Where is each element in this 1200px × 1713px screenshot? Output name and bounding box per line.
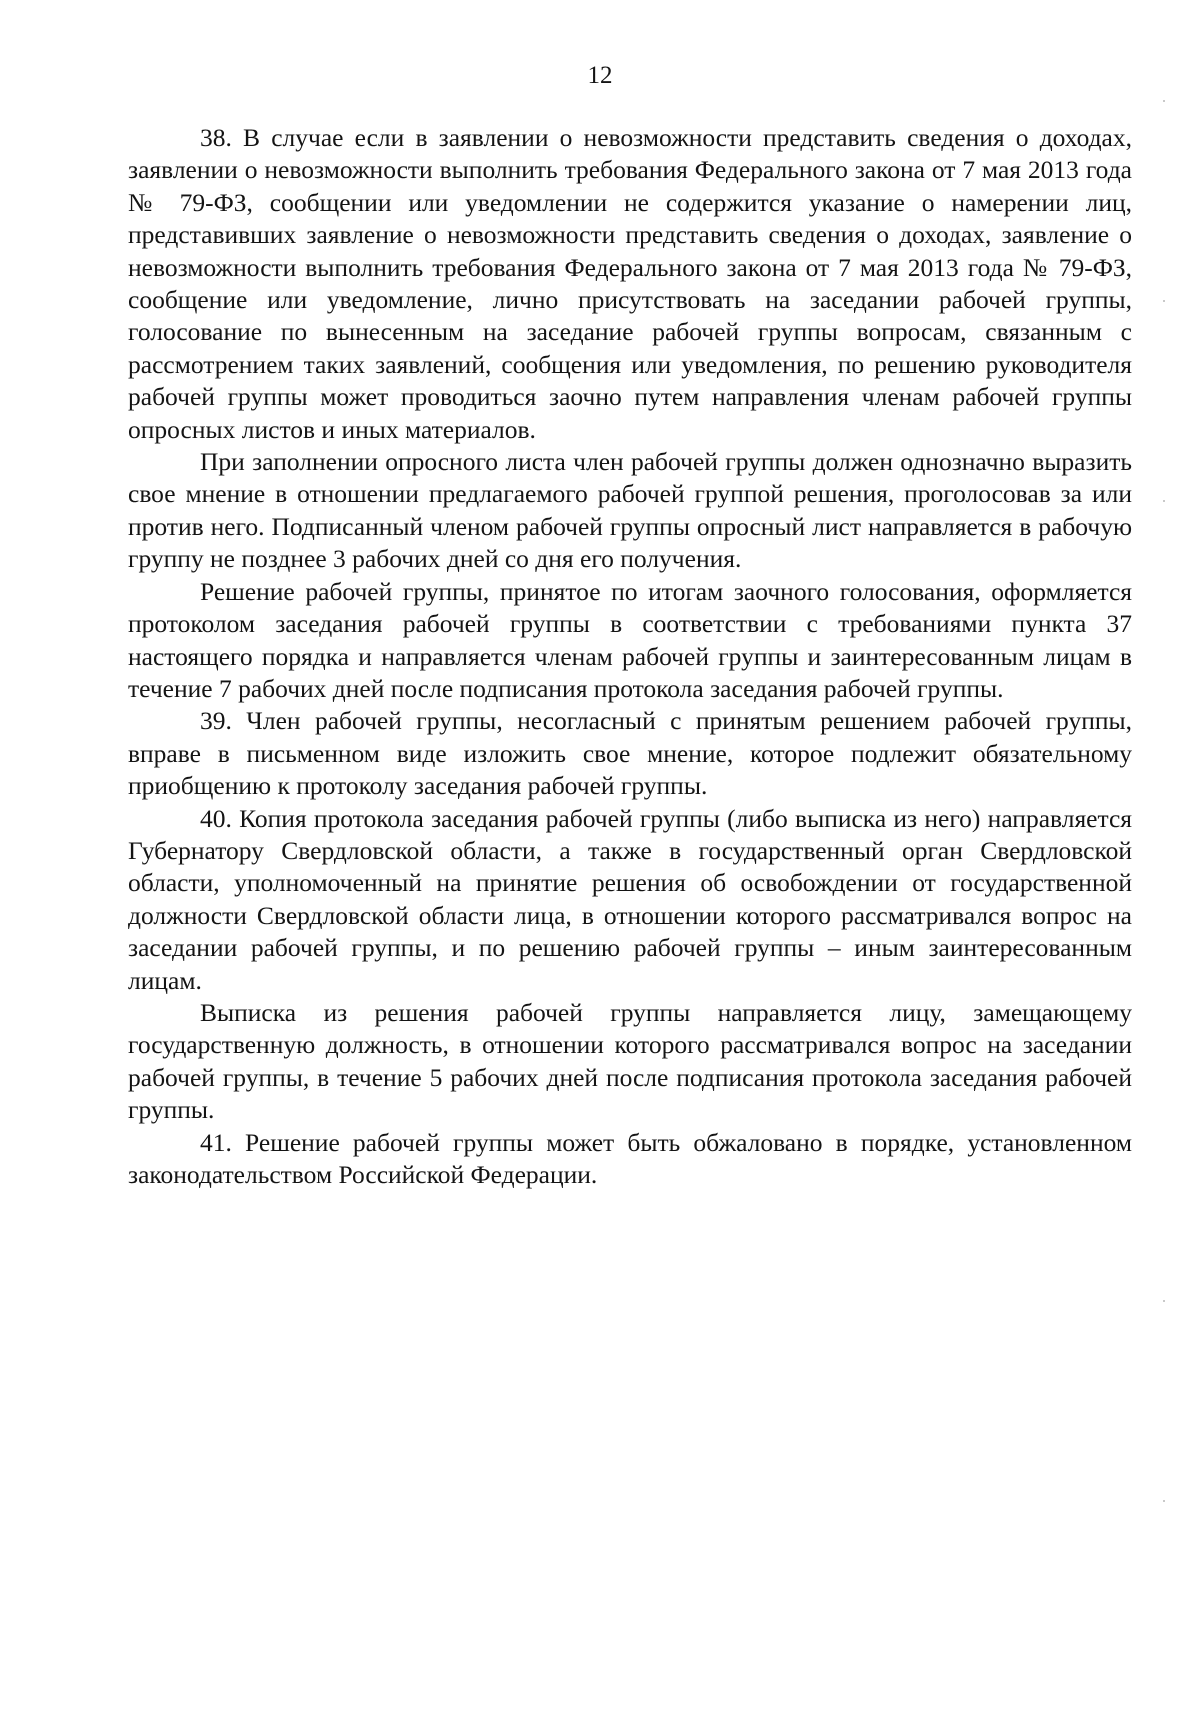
scan-edge-speck (1163, 500, 1165, 502)
paragraph-40: 40. Копия протокола заседания рабочей группы (либо выписка из него) направляется Губернатору Свердловской области, а также в государственный орган Свердловской области, уполномоченный на принятие решения об освобождении от государственной должности Свердловской области лица, в отношении которого рассматривался вопрос на заседании рабочей группы, и по решению рабочей группы – иным заинтересованным лицам. (128, 803, 1132, 995)
scan-edge-speck (1163, 1300, 1165, 1302)
scan-edge-speck (1163, 1500, 1165, 1502)
paragraph-38-questionnaire: При заполнении опросного листа член рабочей группы должен однозначно выразить свое мнение в отношении предлагаемого рабочей группой решения, проголосовав за или против него. Подписанный членом рабочей группы опросный лист направляется в рабочую группу не позднее 3 рабочих дней со дня его получения. (128, 447, 1132, 574)
document-body (128, 122, 1132, 1191)
page-number: 12 (587, 62, 613, 89)
scan-edge-speck (1163, 300, 1165, 302)
paragraph-41: 41. Решение рабочей группы может быть обжаловано в порядке, установленном законодательством Российской Федерации. (128, 1127, 1132, 1189)
scan-edge-speck (1163, 100, 1165, 102)
paragraph-38: 38. В случае если в заявлении о невозможности представить сведения о доходах, заявлении о невозможности выполнить требования Федерального закона от 7 мая 2013 года № 79-ФЗ, сообщении или уведомлении не содержится указание о намерении лиц, представивших заявление о невозможности представить сведения о доходах, заявление о невозможности выполнить требования Федерального закона от 7 мая 2013 года № 79-ФЗ, сообщение или уведомление, лично присутствовать на заседании рабочей группы, голосование по вынесенным на заседание рабочей группы вопросам, связанным с рассмотрением таких заявлений, сообщения или уведомления, по решению руководителя рабочей группы может проводиться заочно путем направления членам рабочей группы опросных листов и иных материалов. (128, 123, 1132, 444)
paragraph-40-extract: Выписка из решения рабочей группы направляется лицу, замещающему государственную должность, в отношении которого рассматривался вопрос на заседании рабочей группы, в течение 5 рабочих дней после подписания протокола заседания рабочей группы. (128, 997, 1132, 1125)
paragraph-38-decision: Решение рабочей группы, принятое по итогам заочного голосования, оформляется протоколом заседания рабочей группы в соответствии с требованиями пункта 37 настоящего порядка и направляется членам рабочей группы и заинтересованным лицам в течение 7 рабочих дней после подписания протокола заседания рабочей группы. (128, 576, 1132, 703)
paragraph-39: 39. Член рабочей группы, несогласный с принятым решением рабочей группы, вправе в письменном виде изложить свое мнение, которое подлежит обязательному приобщению к протоколу заседания рабочей группы. (128, 706, 1132, 801)
